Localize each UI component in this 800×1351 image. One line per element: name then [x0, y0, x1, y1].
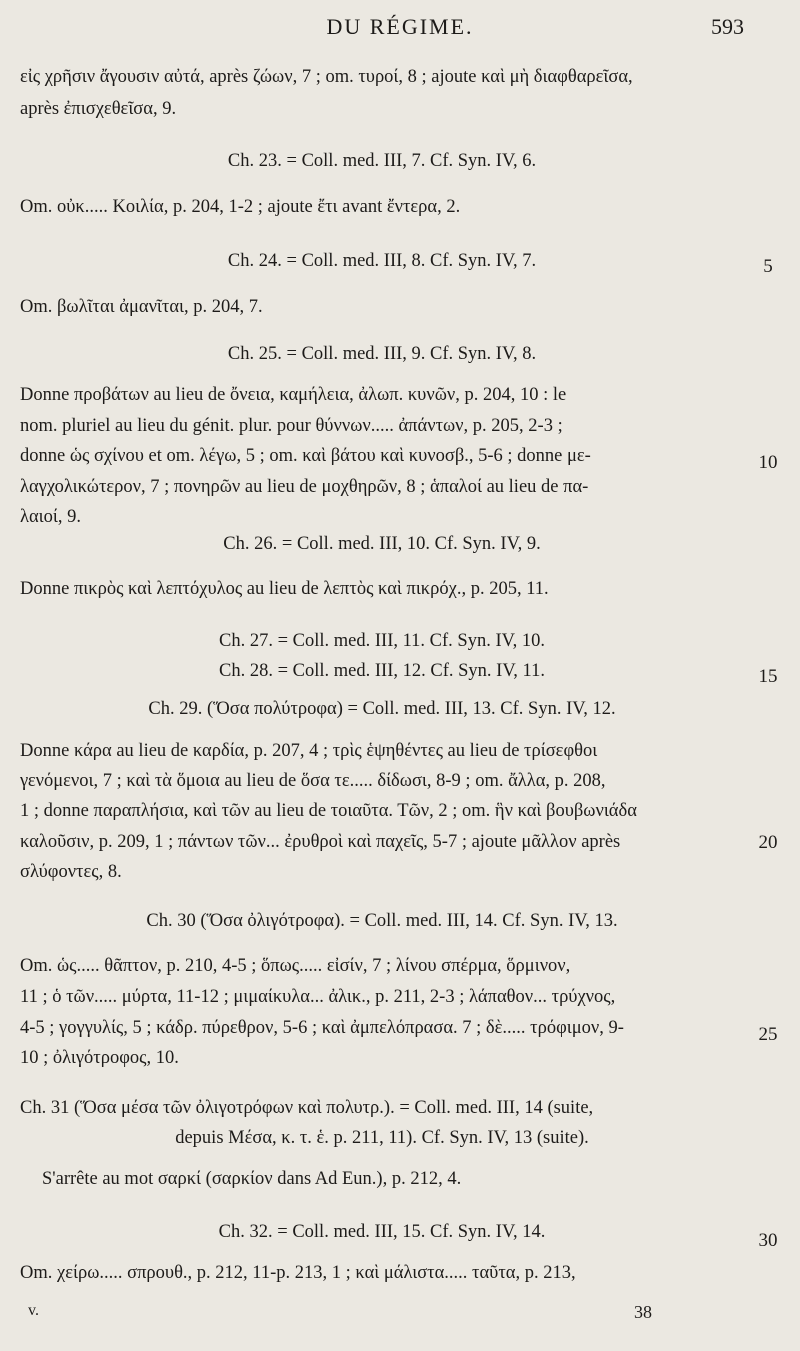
- text-line: Om. ὡς..... θᾶπτον, p. 210, 4-5 ; ὅπως..... εἰσίν, 7 ; λίνου σπέρμα, ὅρμινον,: [20, 956, 571, 976]
- line-number: 30: [758, 1230, 778, 1251]
- line-number: 25: [758, 1024, 778, 1045]
- text-line: σλύφοντες, 8.: [20, 862, 122, 882]
- text-line: Donne προβάτων au lieu de ὄνεια, καμήλεια, ἀλωπ. κυνῶν, p. 204, 10 : le: [20, 385, 567, 405]
- text-line: 4-5 ; γογγυλίς, 5 ; κάδρ. πύρεθρον, 5-6 ; καὶ ἀμπελόπρασα. 7 ; δὲ..... τρόφιμον, 9-: [20, 1018, 624, 1038]
- chapter-heading: Ch. 26. = Coll. med. III, 10. Cf. Syn. IV, 9.: [223, 534, 541, 554]
- text-line: Om. χείρω..... σπρουθ., p. 212, 11-p. 213, 1 ; καὶ μάλιστα..... ταῦτα, p. 213,: [20, 1263, 576, 1283]
- text-line: 10 ; ὀλιγότροφος, 10.: [20, 1048, 179, 1068]
- text-line: Donne πικρὸς καὶ λεπτόχυλος au lieu de λεπτὸς καὶ πικρόχ., p. 205, 11.: [20, 579, 549, 599]
- chapter-heading: Ch. 31 (Ὅσα μέσα τῶν ὀλιγοτρόφων καὶ πολυτρ.). = Coll. med. III, 14 (suite,: [20, 1098, 594, 1118]
- continuation-fragment: v.: [28, 1302, 39, 1319]
- chapter-heading: Ch. 30 (Ὅσα ὀλιγότροφα). = Coll. med. III, 14. Cf. Syn. IV, 13.: [146, 911, 618, 931]
- text-line: 1 ; donne παραπλήσια, καὶ τῶν au lieu de τοιαῦτα. Τῶν, 2 ; om. ἣν καὶ βουβωνιάδα: [20, 801, 637, 821]
- chapter-heading: Ch. 23. = Coll. med. III, 7. Cf. Syn. IV, 6.: [227, 151, 537, 171]
- chapter-heading: Ch. 29. (Ὅσα πολύτροφα) = Coll. med. III, 13. Cf. Syn. IV, 12.: [148, 699, 616, 719]
- line-number: 20: [758, 832, 778, 853]
- text-line: λαγχολικώτερον, 7 ; πονηρῶν au lieu de μοχθηρῶν, 8 ; ἁπαλοί au lieu de πα-: [20, 477, 589, 497]
- chapter-heading: Ch. 27. = Coll. med. III, 11. Cf. Syn. IV, 10.: [219, 631, 545, 651]
- chapter-heading: Ch. 28. = Coll. med. III, 12. Cf. Syn. IV, 11.: [219, 661, 545, 681]
- text-line: λαιοί, 9.: [20, 507, 81, 527]
- text-line: Donne κάρα au lieu de καρδία, p. 207, 4 ; τρὶς ἑψηθέντες au lieu de τρίσεφθοι: [20, 741, 598, 761]
- text-line: 11 ; ὁ τῶν..... μύρτα, 11-12 ; μιμαίκυλα... ἀλικ., p. 211, 2-3 ; λάπαθον... τρύχνος,: [20, 987, 616, 1007]
- text-line: depuis Μέσα, κ. τ. ἑ. p. 211, 11). Cf. Syn. IV, 13 (suite).: [175, 1128, 589, 1148]
- line-number: 10: [758, 452, 778, 473]
- signature-mark: 38: [634, 1302, 652, 1322]
- text-line: après ἐπισχεθεῖσα, 9.: [20, 99, 177, 119]
- text-line: εἰς χρῆσιν ἄγουσιν αὐτά, après ζώων, 7 ; om. τυροί, 8 ; ajoute καὶ μὴ διαφθαρεῖσα,: [20, 67, 633, 87]
- line-number: 5: [763, 256, 773, 277]
- text-line: Om. οὐκ..... Κοιλία, p. 204, 1-2 ; ajoute ἔτι avant ἔντερα, 2.: [20, 197, 461, 217]
- text-line: donne ὡς σχίνου et om. λέγω, 5 ; om. καὶ βάτου καὶ κυνοσβ., 5-6 ; donne με-: [20, 446, 591, 466]
- page-number: 593: [711, 14, 744, 39]
- chapter-heading: Ch. 32. = Coll. med. III, 15. Cf. Syn. IV, 14.: [218, 1222, 546, 1242]
- text-line: nom. pluriel au lieu du génit. plur. pour θύννων..... ἀπάντων, p. 205, 2-3 ;: [20, 416, 563, 436]
- line-number: 15: [758, 666, 778, 687]
- chapter-heading: Ch. 24. = Coll. med. III, 8. Cf. Syn. IV, 7.: [227, 251, 537, 271]
- text-line: καλοῦσιν, p. 209, 1 ; πάντων τῶν... ἐρυθροὶ καὶ παχεῖς, 5-7 ; ajoute μᾶλλον après: [20, 832, 621, 852]
- running-title: DU RÉGIME.: [326, 14, 474, 39]
- text-line: S'arrête au mot σαρκί (σαρκίον dans Ad Eun.), p. 212, 4.: [42, 1169, 462, 1189]
- text-line: γενόμενοι, 7 ; καὶ τὰ ὅμοια au lieu de ὅσα τε..... δίδωσι, 8-9 ; om. ἄλλα, p. 208,: [20, 771, 606, 791]
- text-line: Om. βωλῖται ἀμανῖται, p. 204, 7.: [20, 297, 263, 317]
- chapter-heading: Ch. 25. = Coll. med. III, 9. Cf. Syn. IV, 8.: [227, 344, 537, 364]
